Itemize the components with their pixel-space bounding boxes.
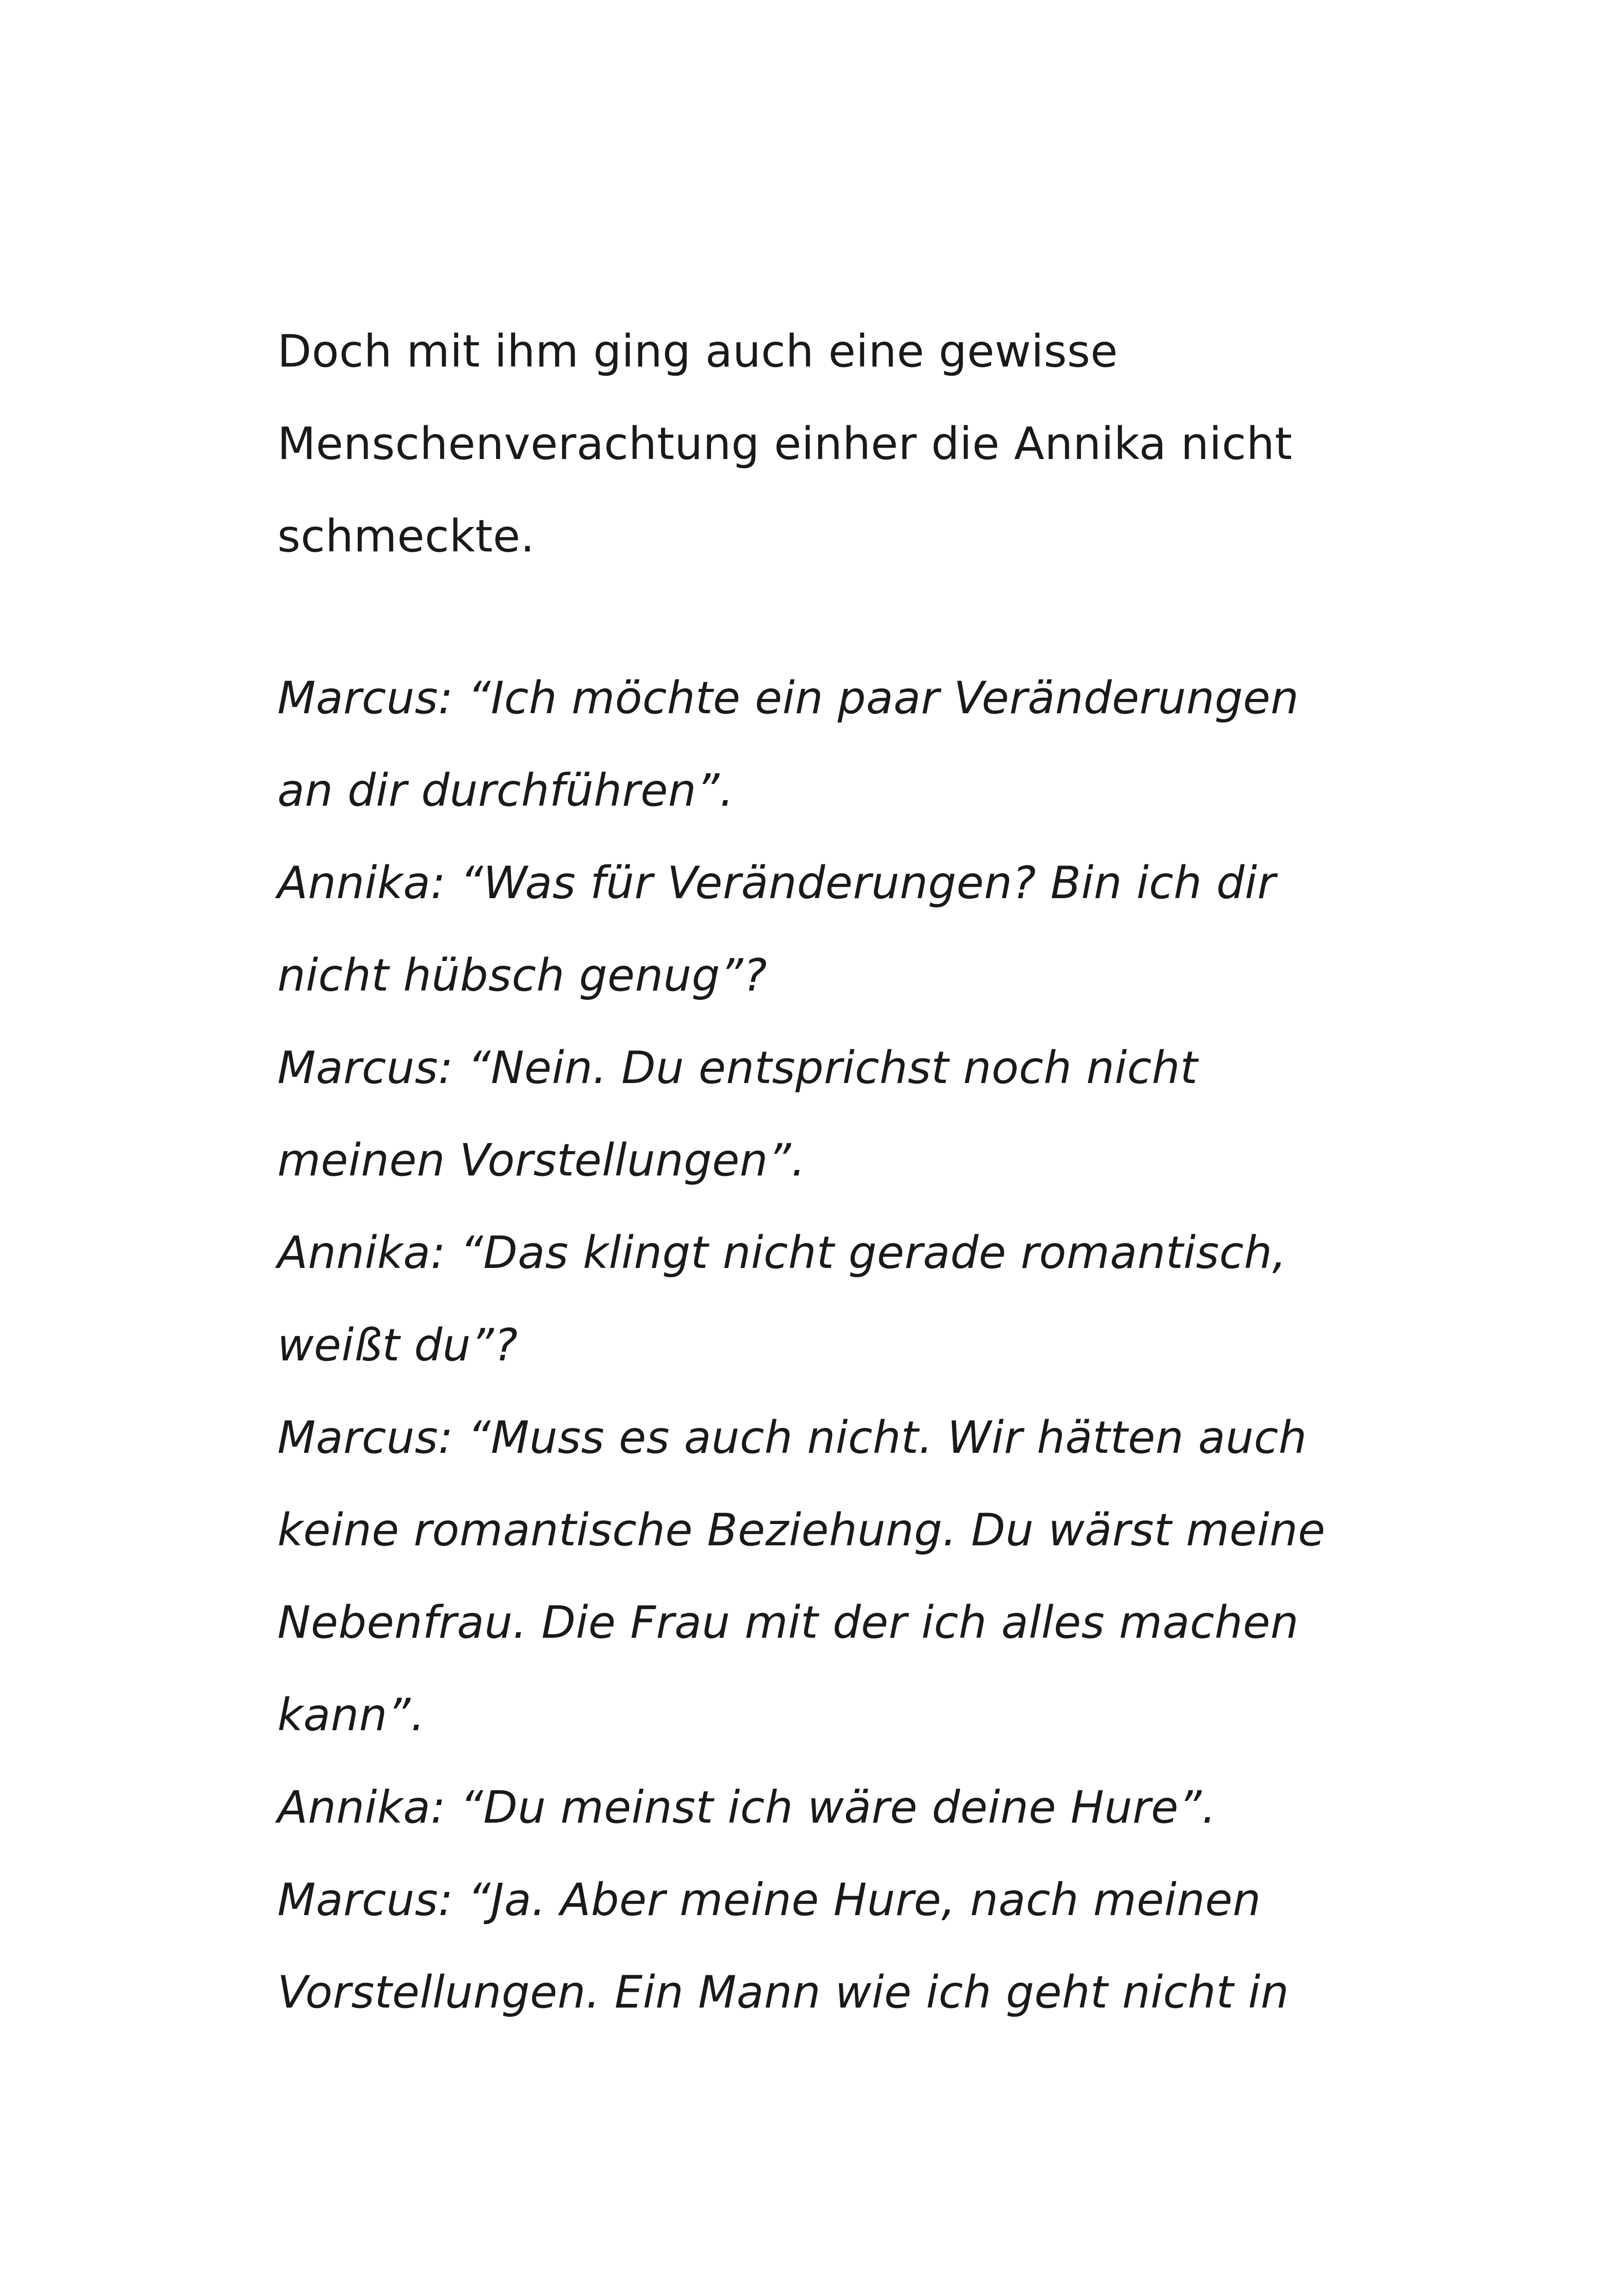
narrative-line: Doch mit ihm ging auch eine gewisse <box>277 325 1118 377</box>
dialogue-line: Marcus: “Ich möchte ein paar Veränderungen <box>277 672 1299 724</box>
narrative-line: schmeckte. <box>277 510 535 562</box>
narrative-paragraph <box>277 305 1387 582</box>
dialogue-line: an dir durchführen”. <box>277 765 734 816</box>
dialogue-line: Marcus: “Muss es auch nicht. Wir hätten auch <box>277 1412 1307 1463</box>
dialogue-line: Vorstellungen. Ein Mann wie ich geht nicht in <box>277 1966 1289 2018</box>
narrative-line: Menschenverachtung einher die Annika nicht <box>277 418 1293 470</box>
dialogue-line: weißt du”? <box>277 1319 518 1371</box>
dialogue-line: meinen Vorstellungen”. <box>277 1134 806 1186</box>
dialogue-line: Annika: “Was für Veränderungen? Bin ich dir <box>277 857 1276 909</box>
dialogue-line: Marcus: “Ja. Aber meine Hure, nach meinen <box>277 1874 1261 1926</box>
dialogue-line: kann”. <box>277 1689 425 1741</box>
dialogue-line: Marcus: “Nein. Du entsprichst noch nicht <box>277 1042 1198 1094</box>
dialogue-line: Annika: “Du meinst ich wäre deine Hure”. <box>277 1782 1216 1833</box>
dialogue-line: keine romantische Beziehung. Du wärst meine <box>277 1504 1326 1556</box>
dialogue-line: Annika: “Das klingt nicht gerade romantisch, <box>277 1227 1287 1279</box>
dialogue-section <box>277 652 1387 2039</box>
dialogue-line: nicht hübsch genug”? <box>277 949 767 1001</box>
dialogue-line: Nebenfrau. Die Frau mit der ich alles machen <box>277 1597 1299 1648</box>
